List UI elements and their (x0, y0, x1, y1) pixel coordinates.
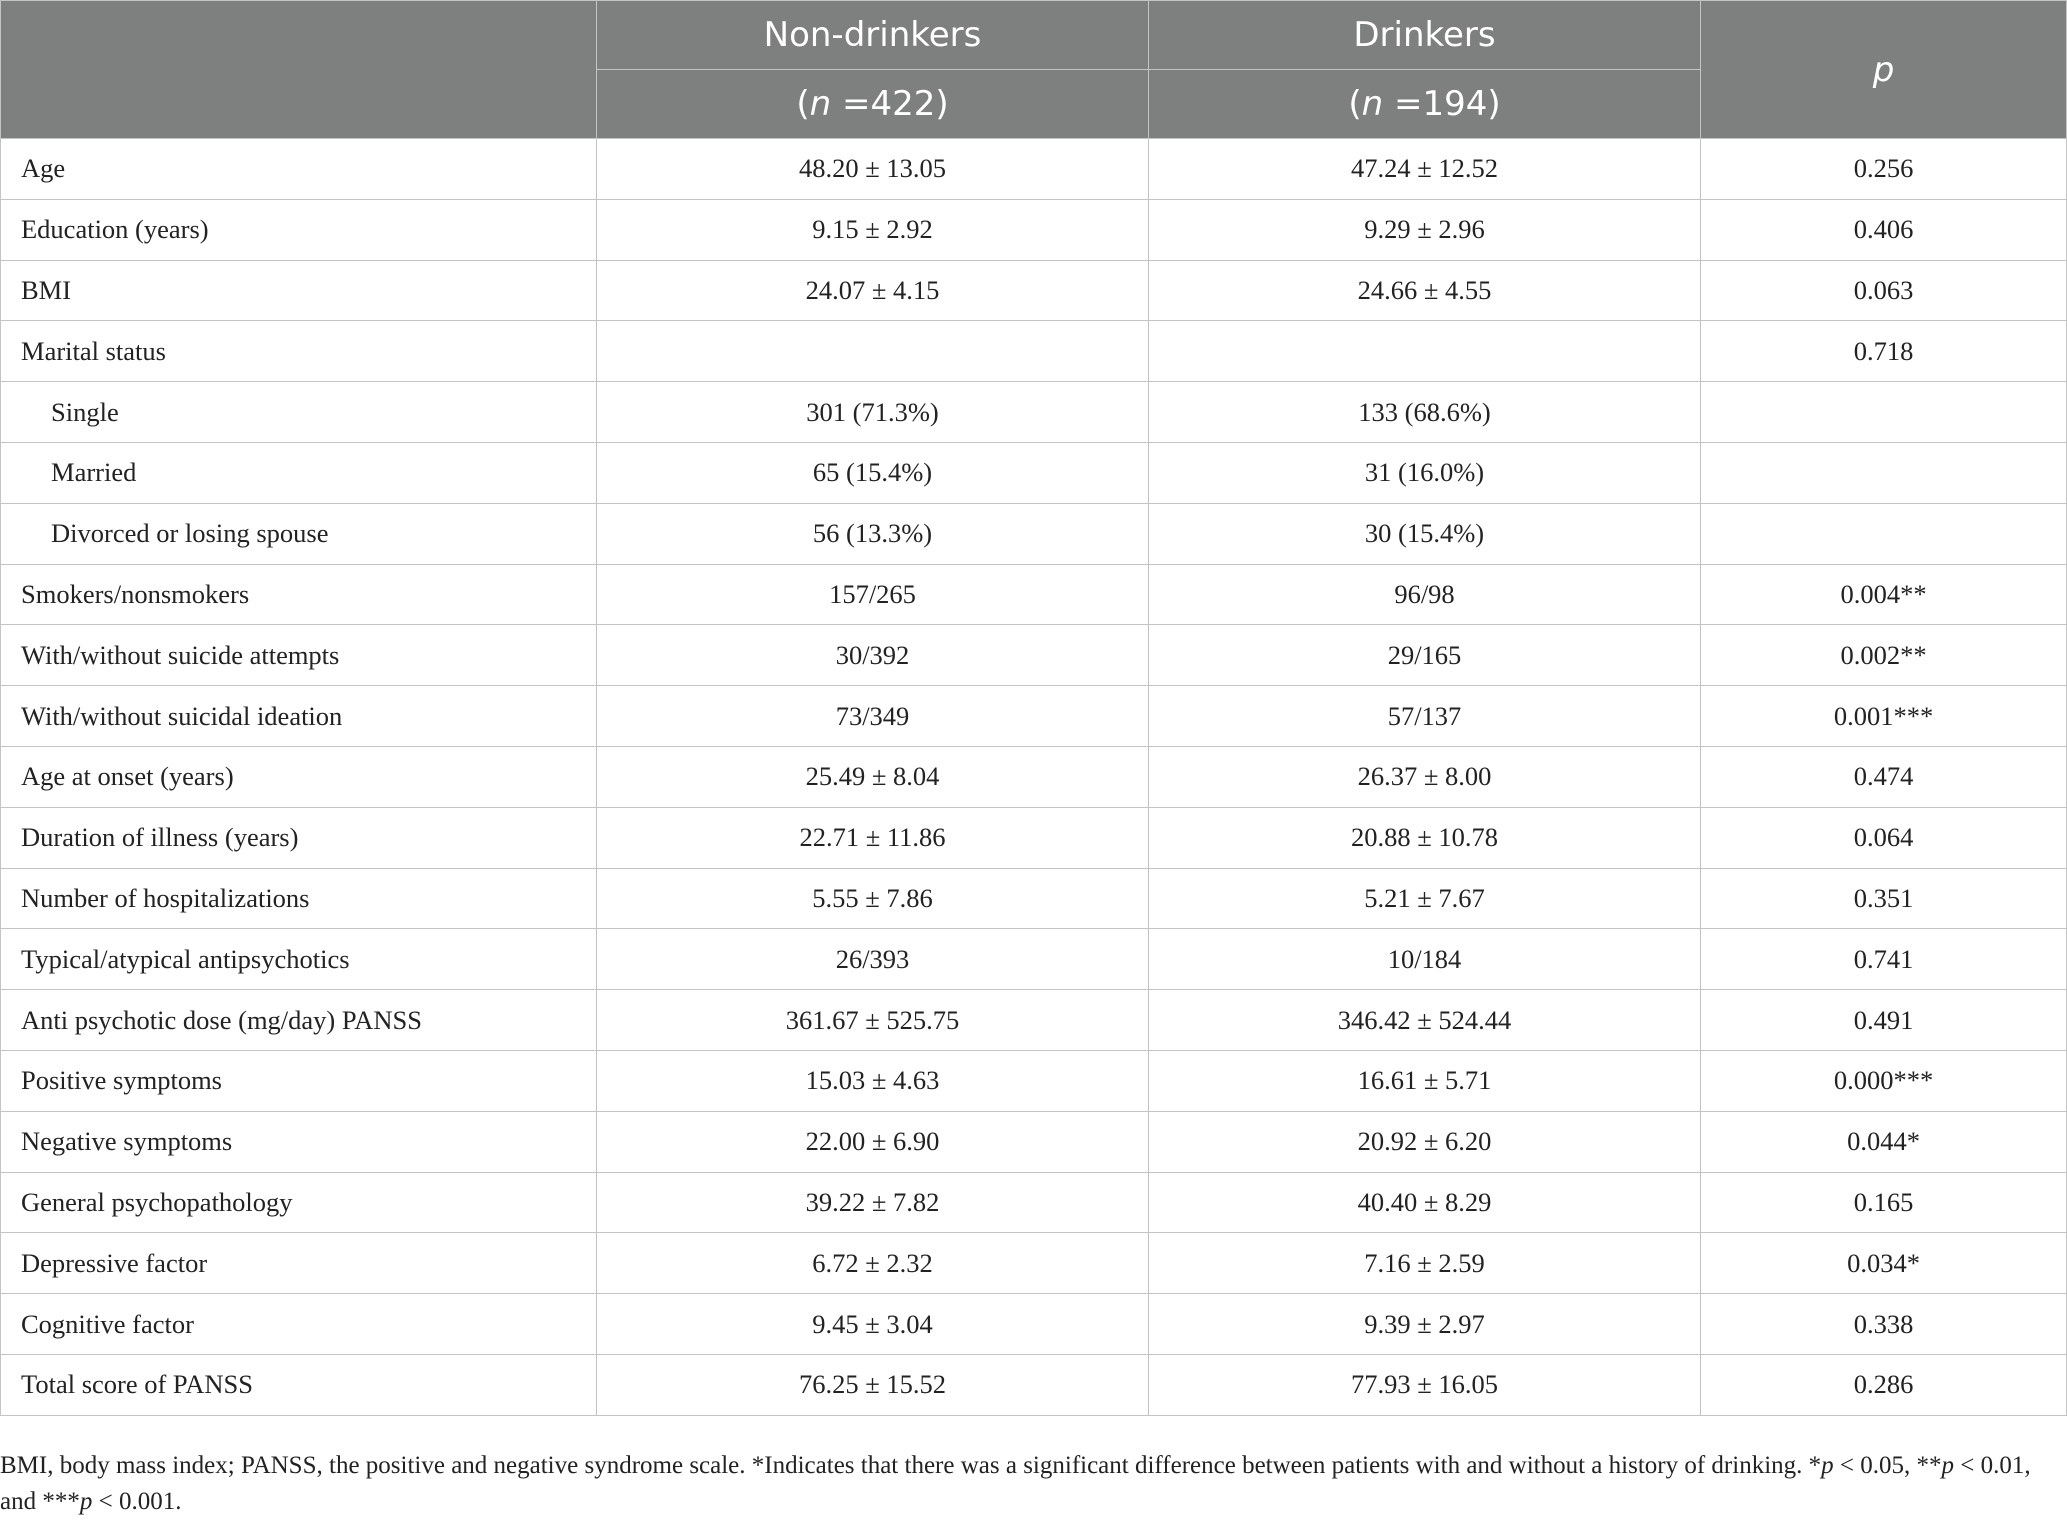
header-p-label: p (1872, 49, 1895, 90)
drinkers-value: 10/184 (1149, 929, 1701, 990)
table-row (1, 625, 2067, 686)
p-value (1701, 503, 2067, 564)
drinkers-value: 77.93 ± 16.05 (1149, 1354, 1701, 1415)
table-row (1, 1354, 2067, 1415)
drinkers-value: 96/98 (1149, 564, 1701, 625)
table-footnote: BMI, body mass index; PANSS, the positive and negative syndrome scale. *Indicates that there was a significant difference between patients with and without a history of drinking. *p < 0.05, **p < 0.01, and ***p < 0.001. (0, 1452, 2031, 1515)
table-row (1, 1172, 2067, 1233)
p-value: 0.351 (1701, 868, 2067, 929)
row-label: Duration of illness (years) (1, 807, 597, 868)
drinkers-value: 30 (15.4%) (1149, 503, 1701, 564)
header-non-drinkers: Non-drinkers (597, 1, 1149, 70)
drinkers-value: 26.37 ± 8.00 (1149, 746, 1701, 807)
row-label: Negative symptoms (1, 1111, 597, 1172)
drinkers-value: 9.29 ± 2.96 (1149, 199, 1701, 260)
p-value (1701, 442, 2067, 503)
p-value: 0.338 (1701, 1294, 2067, 1355)
row-label: Positive symptoms (1, 1050, 597, 1111)
drinkers-value: 16.61 ± 5.71 (1149, 1050, 1701, 1111)
non-drinkers-value: 361.67 ± 525.75 (597, 990, 1149, 1051)
header-blank-cell (1, 1, 597, 139)
table-header (1, 1, 2067, 139)
row-label: Divorced or losing spouse (1, 503, 597, 564)
non-drinkers-value: 9.45 ± 3.04 (597, 1294, 1149, 1355)
table-row (1, 1111, 2067, 1172)
p-value: 0.491 (1701, 990, 2067, 1051)
drinkers-value: 24.66 ± 4.55 (1149, 260, 1701, 321)
drinkers-value: 57/137 (1149, 686, 1701, 747)
non-drinkers-value: 6.72 ± 2.32 (597, 1233, 1149, 1294)
drinkers-value: 20.92 ± 6.20 (1149, 1111, 1701, 1172)
p-value: 0.034* (1701, 1233, 2067, 1294)
drinkers-value: 346.42 ± 524.44 (1149, 990, 1701, 1051)
header-drinkers: Drinkers (1149, 1, 1701, 70)
row-label: Number of hospitalizations (1, 868, 597, 929)
drinkers-value: 40.40 ± 8.29 (1149, 1172, 1701, 1233)
drinkers-value (1149, 321, 1701, 382)
row-label: Marital status (1, 321, 597, 382)
drinkers-value: 20.88 ± 10.78 (1149, 807, 1701, 868)
p-value: 0.002** (1701, 625, 2067, 686)
drinkers-value: 5.21 ± 7.67 (1149, 868, 1701, 929)
p-value: 0.256 (1701, 139, 2067, 200)
table-row (1, 746, 2067, 807)
non-drinkers-value: 48.20 ± 13.05 (597, 139, 1149, 200)
p-value: 0.063 (1701, 260, 2067, 321)
drinkers-value: 7.16 ± 2.59 (1149, 1233, 1701, 1294)
row-label: General psychopathology (1, 1172, 597, 1233)
table-row (1, 199, 2067, 260)
drinkers-value: 29/165 (1149, 625, 1701, 686)
row-label: Anti psychotic dose (mg/day) PANSS (1, 990, 597, 1051)
p-value: 0.004** (1701, 564, 2067, 625)
row-label: Typical/atypical antipsychotics (1, 929, 597, 990)
table-row (1, 868, 2067, 929)
non-drinkers-value: 301 (71.3%) (597, 382, 1149, 443)
non-drinkers-value: 22.71 ± 11.86 (597, 807, 1149, 868)
p-value: 0.718 (1701, 321, 2067, 382)
table-row (1, 1233, 2067, 1294)
row-label: BMI (1, 260, 597, 321)
table-row (1, 929, 2067, 990)
row-label: Total score of PANSS (1, 1354, 597, 1415)
table-row (1, 442, 2067, 503)
table-row (1, 990, 2067, 1051)
non-drinkers-value: 24.07 ± 4.15 (597, 260, 1149, 321)
drinkers-value: 31 (16.0%) (1149, 442, 1701, 503)
non-drinkers-value: 5.55 ± 7.86 (597, 868, 1149, 929)
p-value: 0.044* (1701, 1111, 2067, 1172)
row-label: Depressive factor (1, 1233, 597, 1294)
table-row (1, 686, 2067, 747)
non-drinkers-value (597, 321, 1149, 382)
row-label: With/without suicide attempts (1, 625, 597, 686)
row-label: With/without suicidal ideation (1, 686, 597, 747)
row-label: Single (1, 382, 597, 443)
header-non-drinkers-n: (n =422) (597, 70, 1149, 139)
p-value: 0.064 (1701, 807, 2067, 868)
p-value: 0.474 (1701, 746, 2067, 807)
table-row (1, 503, 2067, 564)
non-drinkers-value: 157/265 (597, 564, 1149, 625)
table-row (1, 321, 2067, 382)
non-drinkers-value: 25.49 ± 8.04 (597, 746, 1149, 807)
table-row (1, 260, 2067, 321)
row-label: Smokers/nonsmokers (1, 564, 597, 625)
table-row (1, 807, 2067, 868)
header-drinkers-n: (n =194) (1149, 70, 1701, 139)
row-label: Age at onset (years) (1, 746, 597, 807)
p-value: 0.165 (1701, 1172, 2067, 1233)
row-label: Married (1, 442, 597, 503)
non-drinkers-value: 65 (15.4%) (597, 442, 1149, 503)
drinkers-value: 47.24 ± 12.52 (1149, 139, 1701, 200)
p-value: 0.741 (1701, 929, 2067, 990)
p-value: 0.286 (1701, 1354, 2067, 1415)
table-body (1, 139, 2067, 1416)
table-row (1, 382, 2067, 443)
p-value: 0.001*** (1701, 686, 2067, 747)
p-value: 0.406 (1701, 199, 2067, 260)
non-drinkers-value: 22.00 ± 6.90 (597, 1111, 1149, 1172)
non-drinkers-value: 73/349 (597, 686, 1149, 747)
table-row (1, 1294, 2067, 1355)
non-drinkers-value: 9.15 ± 2.92 (597, 199, 1149, 260)
row-label: Cognitive factor (1, 1294, 597, 1355)
non-drinkers-value: 26/393 (597, 929, 1149, 990)
header-p-value (1701, 1, 2067, 139)
non-drinkers-value: 76.25 ± 15.52 (597, 1354, 1149, 1415)
row-label: Education (years) (1, 199, 597, 260)
table-row (1, 139, 2067, 200)
header-row-1 (1, 1, 2067, 70)
non-drinkers-value: 30/392 (597, 625, 1149, 686)
row-label: Age (1, 139, 597, 200)
drinkers-value: 133 (68.6%) (1149, 382, 1701, 443)
table-row (1, 1050, 2067, 1111)
p-value: 0.000*** (1701, 1050, 2067, 1111)
drinkers-value: 9.39 ± 2.97 (1149, 1294, 1701, 1355)
table-row (1, 564, 2067, 625)
non-drinkers-value: 15.03 ± 4.63 (597, 1050, 1149, 1111)
p-value (1701, 382, 2067, 443)
non-drinkers-value: 56 (13.3%) (597, 503, 1149, 564)
non-drinkers-value: 39.22 ± 7.82 (597, 1172, 1149, 1233)
